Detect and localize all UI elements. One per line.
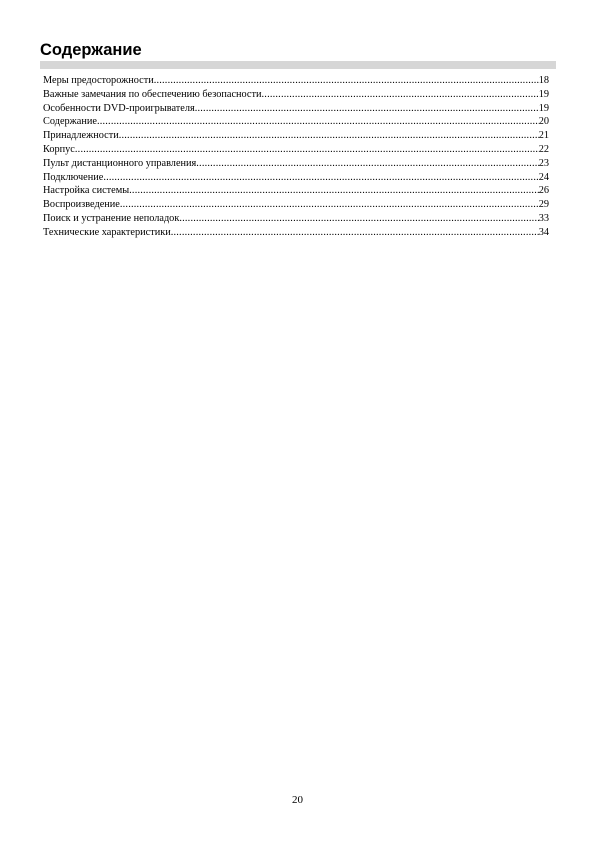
toc-entry-label: Меры предосторожности (43, 75, 154, 86)
toc-entry-label: Поиск и устранение неполадок (43, 212, 180, 224)
toc-dot-leader (129, 184, 539, 198)
toc-dot-leader (196, 157, 538, 171)
toc-entry-page: 23 (538, 157, 549, 169)
toc-dot-leader (119, 129, 539, 143)
toc-entry-page: 24 (538, 171, 549, 183)
toc-dot-leader (171, 226, 539, 240)
toc-dot-leader (195, 102, 539, 116)
toc-entry-label: Корпус (43, 143, 75, 155)
toc-dot-leader (120, 198, 539, 212)
toc-entry-page: 33 (538, 212, 549, 224)
toc-dot-leader (154, 74, 539, 88)
toc-entry[interactable] (43, 74, 549, 88)
toc-entry-page: 26 (538, 185, 549, 197)
toc-entry[interactable] (43, 212, 549, 226)
toc-entry-page: 19 (538, 102, 549, 114)
toc-entry-page: 18 (538, 75, 549, 86)
toc-dot-leader (103, 171, 538, 185)
table-of-contents (43, 74, 549, 240)
toc-entry-label: Принадлежности (43, 130, 119, 142)
page-number: 20 (292, 794, 303, 806)
page-title: Содержание (40, 41, 142, 59)
toc-entry[interactable] (43, 115, 549, 129)
toc-entry[interactable] (43, 88, 549, 102)
title-divider (40, 61, 556, 69)
toc-dot-leader (179, 212, 538, 226)
toc-dot-leader (75, 143, 539, 157)
toc-entry-label: Особенности DVD-проигрывателя (43, 102, 195, 114)
toc-entry-label: Технические характеристики (43, 226, 171, 238)
toc-entry-page: 34 (538, 226, 549, 238)
toc-entry-label: Пульт дистанционного управления (43, 157, 197, 169)
toc-entry-label: Подключение (43, 171, 104, 183)
toc-entry-page: 29 (538, 199, 549, 211)
toc-entry-page: 21 (538, 130, 549, 142)
toc-entry-label: Настройка системы (43, 185, 130, 197)
toc-entry-page: 19 (538, 88, 549, 100)
toc-entry[interactable] (43, 171, 549, 185)
toc-entry[interactable] (43, 102, 549, 116)
toc-entry-label: Важные замечания по обеспечению безопасности (43, 88, 262, 100)
toc-entry[interactable] (43, 129, 549, 143)
toc-entry-label: Содержание (43, 116, 97, 128)
toc-entry[interactable] (43, 226, 549, 240)
toc-entry-page: 20 (538, 116, 549, 128)
toc-entry[interactable] (43, 143, 549, 157)
toc-entry[interactable] (43, 184, 549, 198)
toc-entry-label: Воспроизведение (43, 199, 120, 211)
toc-entry-page: 22 (538, 143, 549, 155)
toc-dot-leader (262, 88, 539, 102)
toc-entry[interactable] (43, 198, 549, 212)
toc-dot-leader (97, 115, 539, 129)
toc-entry[interactable] (43, 157, 549, 171)
